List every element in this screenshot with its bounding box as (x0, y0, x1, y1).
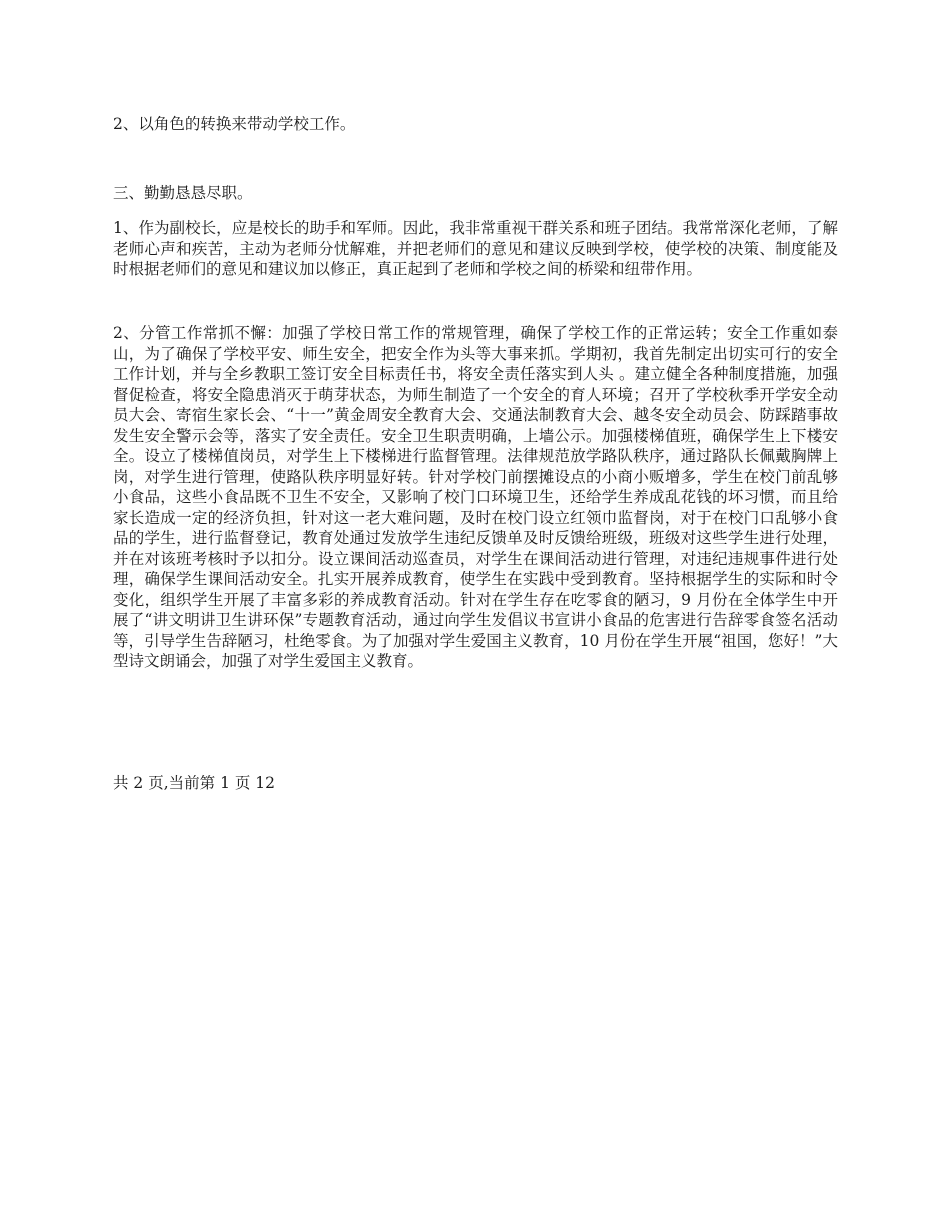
body-paragraph-1: 1、作为副校长，应是校长的助手和军师。因此，我非常重视干群关系和班子团结。我常常深化老师，了解老师心声和疾苦，主动为老师分忧解难，并把老师们的意见和建议反映到学校，使学校的决策、制度能及时根据老师们的意见和建议加以修正，真正起到了老师和学校之间的桥梁和纽带作用。 (113, 219, 838, 278)
intro-paragraph: 2、以角色的转换来带动学校工作。 (113, 115, 356, 133)
section-heading: 三、勤勤恳恳尽职。 (113, 184, 253, 202)
body-paragraph-2: 2、分管工作常抓不懈：加强了学校日常工作的常规管理，确保了学校工作的正常运转；安全工作重如泰山，为了确保了学校平安、师生安全，把安全作为头等大事来抓。学期初，我首先制定出切实可行的安全工作计划，并与全乡教职工签订安全目标责任书，将安全责任落实到人头 。建立健全各种制度措施，加强督促检查，将安全隐患消灭于萌芽状态，为师生制造了一个安全的育人环境；召开了学校秋季开学安全动员大会、寄宿生家长会、“十一”黄金周安全教育大会、交通法制教育大会、越冬安全动员会、防踩踏事故发生安全警示会等，落实了安全责任。安全卫生职责明确，上墙公示。加强楼梯值班，确保学生上下楼安全。设立了楼梯值岗员，对学生上下楼梯进行监督管理。法律规范放学路队秩序，通过路队长佩戴胸牌上岗，对学生进行管理，使路队秩序明显好转。针对学校门前摆摊设点的小商小贩增多，学生在校门前乱够小食品，这些小食品既不卫生不安全，又影响了校门口环境卫生，还给学生养成乱花钱的坏习惯，而且给家长造成一定的经济负担，针对这一老大难问题，及时在校门设立红领巾监督岗，对于在校门口乱够小食品的学生，进行监督登记，教育处通过发放学生违纪反馈单及时反馈给班级，班级对这些学生进行处理，并在对该班考核时予以扣分。设立课间活动巡查员，对学生在课间活动进行管理，对违纪违规事件进行处理，确保学生课间活动安全。扎实开展养成教育，使学生在实践中受到教育。坚持根据学生的实际和时令变化，组织学生开展了丰富多彩的养成教育活动。针对在学生存在吃零食的陋习，9 月份在全体学生中开展了“讲文明讲卫生讲环保”专题教育活动，通过向学生发倡议书宣讲小食品的危害进行告辞零食签名活动等，引导学生告辞陋习，杜绝零食。为了加强对学生爱国主义教育，10 月份在学生开展“祖国，您好！”大型诗文朗诵会，加强了对学生爱国主义教育。 (113, 324, 838, 670)
page-footer: 共 2 页,当前第 1 页 12 (113, 774, 276, 792)
